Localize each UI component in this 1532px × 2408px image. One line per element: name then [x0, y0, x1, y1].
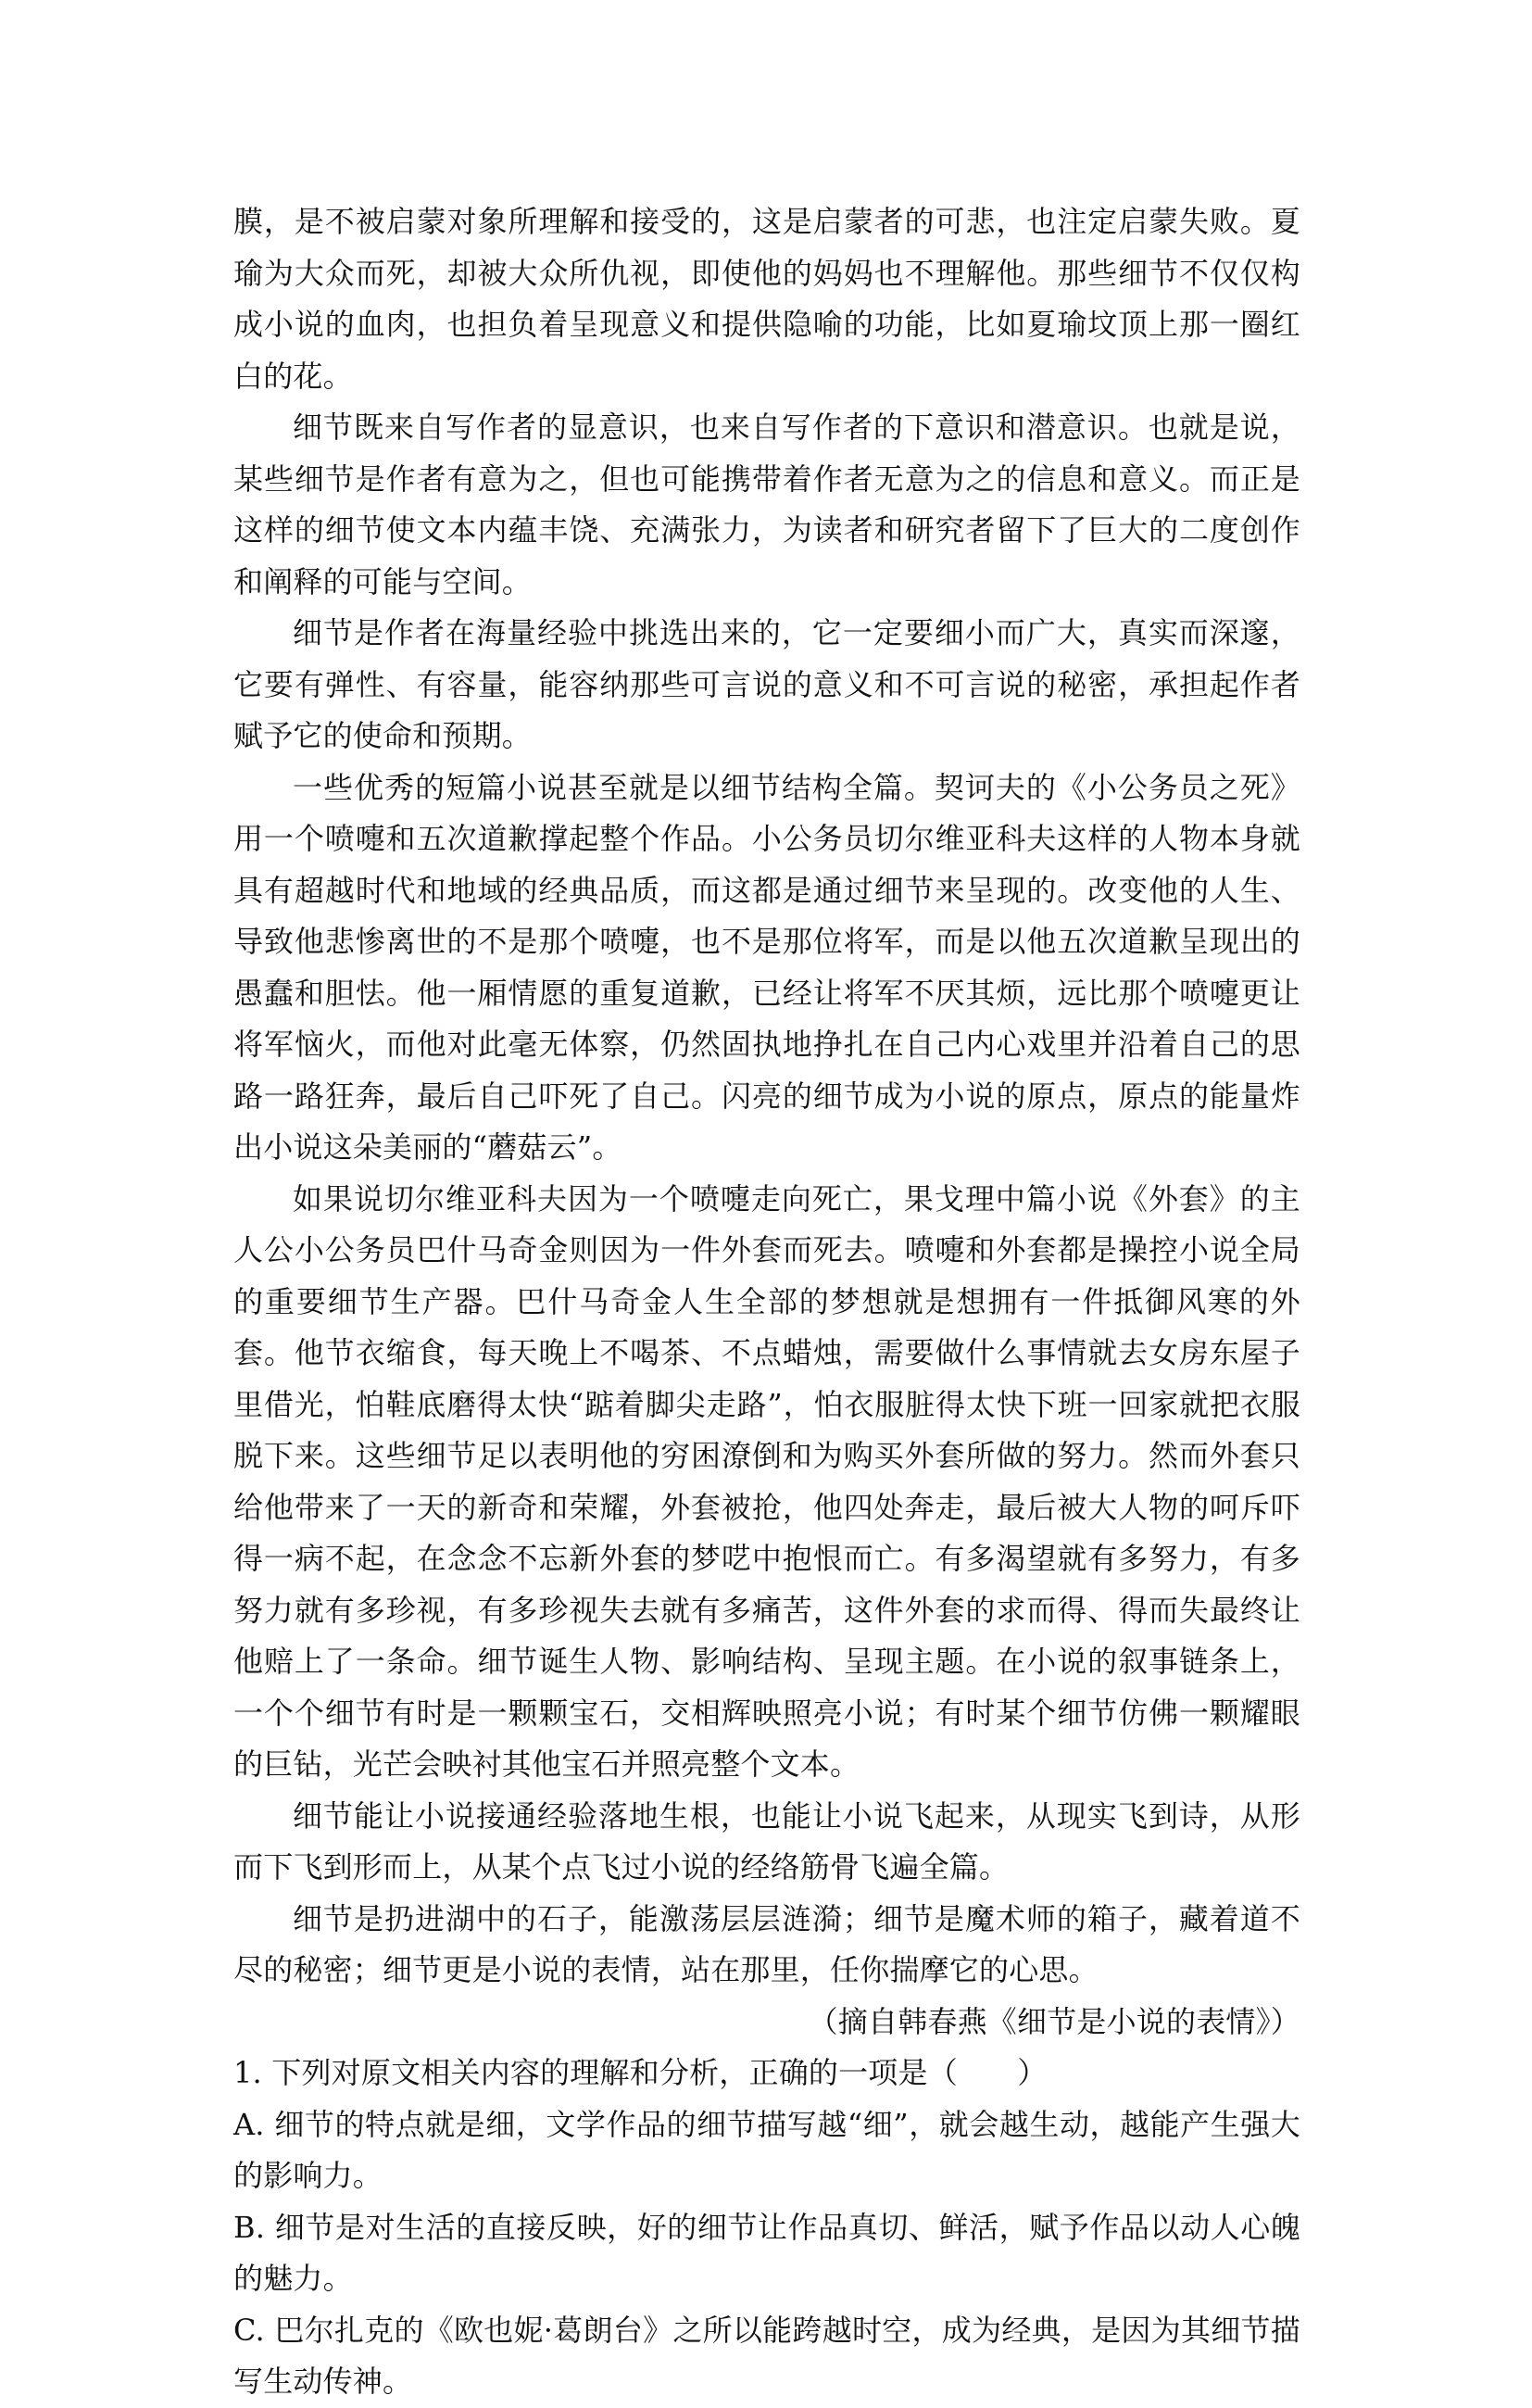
paragraph: 一些优秀的短篇小说甚至就是以细节结构全篇。契诃夫的《小公务员之死》用一个喷嚏和五次道歉撑起整个作品。小公务员切尔维亚科夫这样的人物本身就具有超越时代和地域的经典品质，而这都是通过细节来呈现的。改变他的人生、导致他悲惨离世的不是那个喷嚏，也不是那位将军，而是以他五次道歉呈现出的愚蠢和胆怯。他一厢情愿的重复道歉，已经让将军不厌其烦，远比那个喷嚏更让将军恼火，而他对此毫无体察，仍然固执地挣扎在自己内心戏里并沿着自己的思路一路狂奔，最后自己吓死了自己。闪亮的细节成为小说的原点，原点的能量炸出小说这朵美丽的“蘑菇云”。: [233, 769, 1300, 1165]
question-stem: 1. 下列对原文相关内容的理解和分析，正确的一项是（ ）: [233, 2055, 1048, 2090]
paragraph: 细节能让小说接通经验落地生根，也能让小说飞起来，从现实飞到诗，从形而下飞到形而上，从某个点飞过小说的经络筋骨飞遍全篇。: [233, 1797, 1300, 1885]
question-option-a: A. 细节的特点就是细，文学作品的细节描写越“细”，就会越生动，越能产生强大的影响力。: [233, 2106, 1300, 2193]
question-option-b: B. 细节是对生活的直接反映，好的细节让作品真切、鲜活，赋予作品以动人心魄的魅力。: [233, 2209, 1300, 2296]
paragraph: 如果说切尔维亚科夫因为一个喷嚏走向死亡，果戈理中篇小说《外套》的主人公小公务员巴什马奇金则因为一件外套而死去。喷嚏和外套都是操控小说全局的重要细节生产器。巴什马奇金人生全部的梦想就是想拥有一件抵御风寒的外套。他节衣缩食，每天晚上不喝茶、不点蜡烛，需要做什么事情就去女房东屋子里借光，怕鞋底磨得太快“踮着脚尖走路”，怕衣服脏得太快下班一回家就把衣服脱下来。这些细节足以表明他的穷困潦倒和为购买外套所做的努力。然而外套只给他带来了一天的新奇和荣耀，外套被抢，他四处奔走，最后被大人物的呵斥吓得一病不起，在念念不忘新外套的梦呓中抱恨而亡。有多渴望就有多努力，有多努力就有多珍视，有多珍视失去就有多痛苦，这件外套的求而得、得而失最终让他赔上了一条命。细节诞生人物、影响结构、呈现主题。在小说的叙事链条上，一个个细节有时是一颗颗宝石，交相辉映照亮小说；有时某个细节仿佛一颗耀眼的巨钻，光芒会映衬其他宝石并照亮整个文本。: [233, 1180, 1300, 1782]
paragraph: 细节是扔进湖中的石子，能激荡层层涟漪；细节是魔术师的箱子，藏着道不尽的秘密；细节更是小说的表情，站在那里，任你揣摩它的心思。: [233, 1900, 1300, 1987]
source-citation: （摘自韩春燕《细节是小说的表情》）: [808, 2003, 1300, 2039]
paragraph: 细节是作者在海量经验中挑选出来的，它一定要细小而广大，真实而深邃，它要有弹性、有容量，能容纳那些可言说的意义和不可言说的秘密，承担起作者赋予它的使命和预期。: [233, 615, 1300, 753]
question-option-c: C. 巴尔扎克的《欧也妮·葛朗台》之所以能跨越时空，成为经典，是因为其细节描写生动传神。: [233, 2312, 1300, 2399]
document-page: [233, 196, 1300, 2408]
paragraph: 细节既来自写作者的显意识，也来自写作者的下意识和潜意识。也就是说，某些细节是作者有意为之，但也可能携带着作者无意为之的信息和意义。而正是这样的细节使文本内蕴丰饶、充满张力，为读者和研究者留下了巨大的二度创作和阐释的可能与空间。: [233, 410, 1300, 599]
paragraph-continued: 膜，是不被启蒙对象所理解和接受的，这是启蒙者的可悲，也注定启蒙失败。夏瑜为大众而死，却被大众所仇视，即使他的妈妈也不理解他。那些细节不仅仅构成小说的血肉，也担负着呈现意义和提供隐喻的功能，比如夏瑜坟顶上那一圈红白的花。: [233, 204, 1300, 394]
